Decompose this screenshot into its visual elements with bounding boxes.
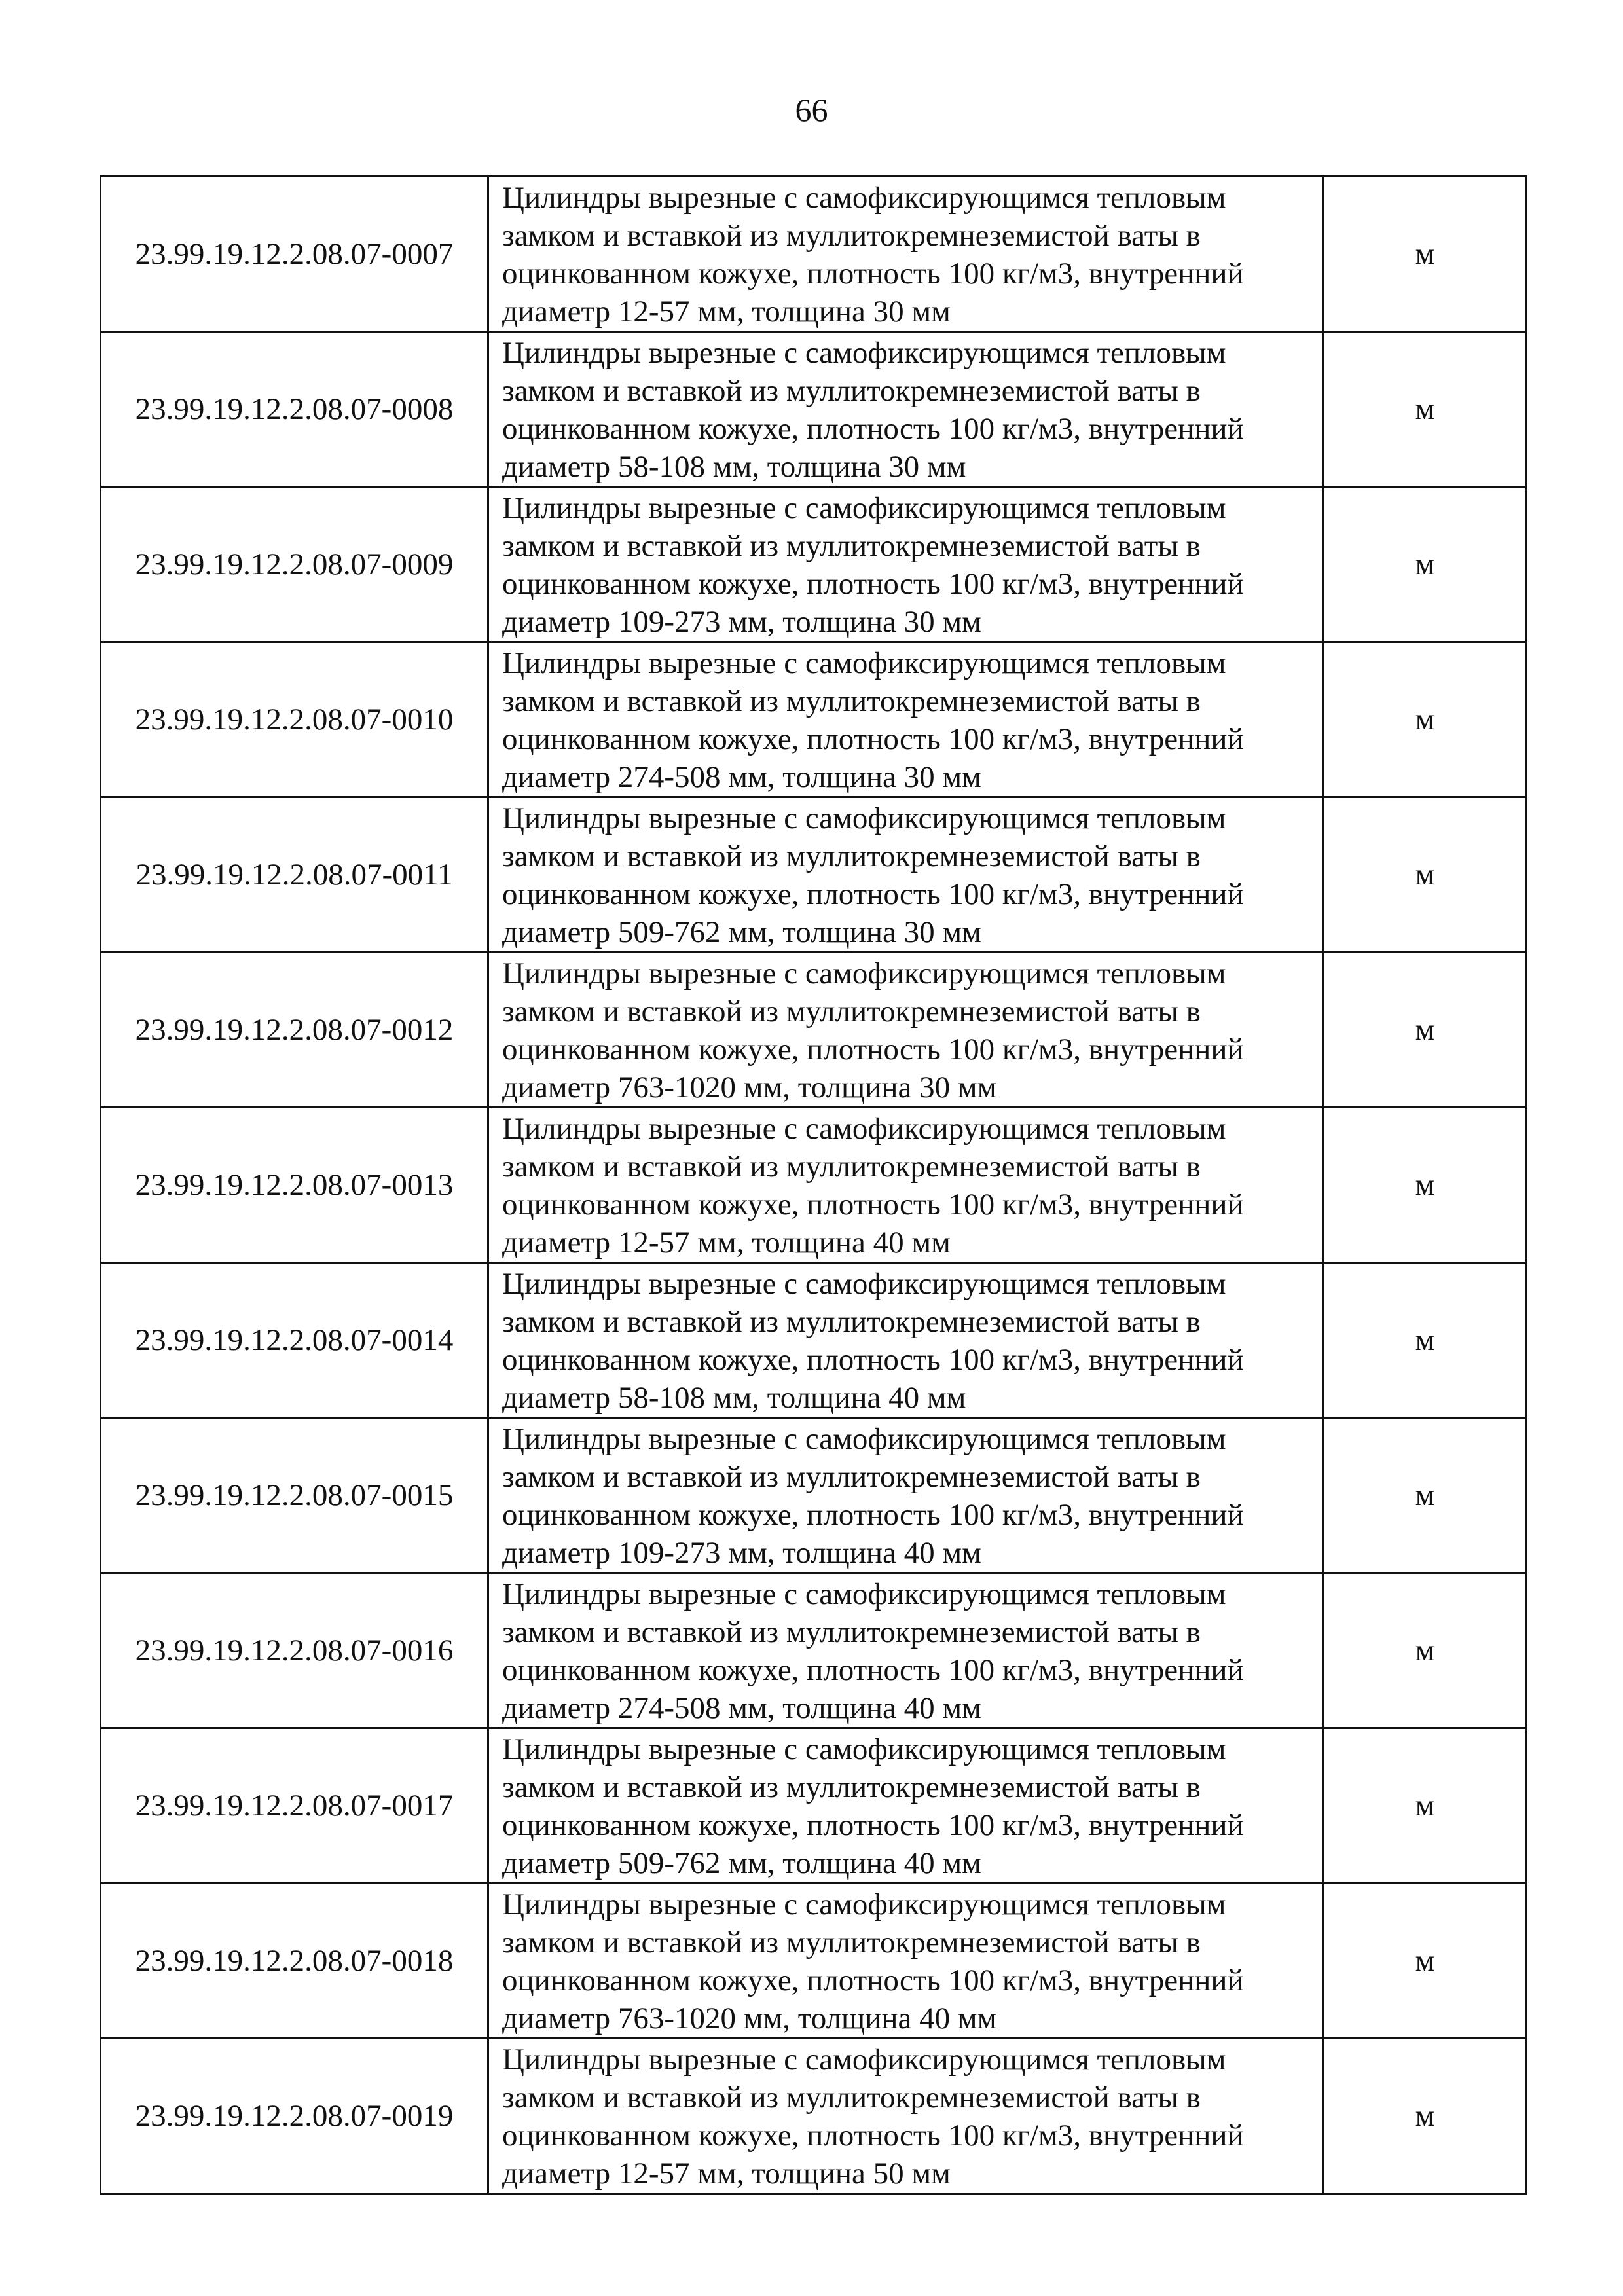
description-line: замком и вставкой из муллитокремнеземистой ваты в — [502, 994, 1201, 1029]
description-line: диаметр 12-57 мм, толщина 30 мм — [502, 295, 951, 329]
unit-cell: м — [1324, 332, 1527, 487]
table-row — [101, 642, 1527, 797]
unit-cell: м — [1324, 1884, 1527, 2039]
resource-code-cell: 23.99.19.12.2.08.07-0009 — [101, 487, 488, 642]
resource-description-cell — [488, 487, 1324, 642]
description-line: оцинкованном кожухе, плотность 100 кг/м3, внутренний — [502, 877, 1244, 911]
resource-description-cell — [488, 177, 1324, 332]
table-row — [101, 2039, 1527, 2194]
description-line: замком и вставкой из муллитокремнеземистой ваты в — [502, 1150, 1201, 1184]
description-line: оцинкованном кожухе, плотность 100 кг/м3, внутренний — [502, 1188, 1244, 1222]
description-line: Цилиндры вырезные с самофиксирующимся тепловым — [502, 1732, 1226, 1766]
description-line: Цилиндры вырезные с самофиксирующимся тепловым — [502, 1112, 1226, 1146]
description-line: оцинкованном кожухе, плотность 100 кг/м3, внутренний — [502, 1032, 1244, 1066]
description-line: оцинкованном кожухе, плотность 100 кг/м3, внутренний — [502, 1343, 1244, 1377]
catalog-table-body — [101, 177, 1527, 2194]
description-line: оцинкованном кожухе, плотность 100 кг/м3, внутренний — [502, 1498, 1244, 1532]
unit-cell: м — [1324, 1108, 1527, 1263]
description-line: Цилиндры вырезные с самофиксирующимся тепловым — [502, 1577, 1226, 1611]
description-line: Цилиндры вырезные с самофиксирующимся тепловым — [502, 491, 1226, 525]
resource-code-cell: 23.99.19.12.2.08.07-0008 — [101, 332, 488, 487]
unit-cell: м — [1324, 953, 1527, 1108]
description-line: оцинкованном кожухе, плотность 100 кг/м3, внутренний — [502, 257, 1244, 291]
unit-cell: м — [1324, 1263, 1527, 1418]
resource-code-cell: 23.99.19.12.2.08.07-0017 — [101, 1728, 488, 1884]
resource-description-cell — [488, 642, 1324, 797]
table-row — [101, 487, 1527, 642]
unit-cell: м — [1324, 487, 1527, 642]
resource-description-cell — [488, 1418, 1324, 1573]
table-row — [101, 177, 1527, 332]
description-line: диаметр 58-108 мм, толщина 30 мм — [502, 450, 966, 484]
unit-cell: м — [1324, 1573, 1527, 1728]
table-row — [101, 1573, 1527, 1728]
resource-code-cell: 23.99.19.12.2.08.07-0012 — [101, 953, 488, 1108]
table-row — [101, 1884, 1527, 2039]
unit-cell: м — [1324, 1728, 1527, 1884]
description-line: Цилиндры вырезные с самофиксирующимся тепловым — [502, 181, 1226, 215]
resource-description-cell — [488, 2039, 1324, 2194]
description-line: оцинкованном кожухе, плотность 100 кг/м3, внутренний — [502, 1963, 1244, 1997]
description-line: диаметр 109-273 мм, толщина 30 мм — [502, 605, 981, 639]
description-line: замком и вставкой из муллитокремнеземистой ваты в — [502, 1460, 1201, 1494]
table-row — [101, 953, 1527, 1108]
unit-cell: м — [1324, 797, 1527, 953]
description-line: диаметр 12-57 мм, толщина 50 мм — [502, 2157, 951, 2191]
description-line: оцинкованном кожухе, плотность 100 кг/м3, внутренний — [502, 1653, 1244, 1687]
table-row — [101, 1728, 1527, 1884]
description-line: замком и вставкой из муллитокремнеземистой ваты в — [502, 1770, 1201, 1804]
description-line: Цилиндры вырезные с самофиксирующимся тепловым — [502, 1887, 1226, 1922]
description-line: замком и вставкой из муллитокремнеземистой ваты в — [502, 2081, 1201, 2115]
description-line: диаметр 509-762 мм, толщина 40 мм — [502, 1846, 981, 1880]
table-row — [101, 1418, 1527, 1573]
description-line: диаметр 509-762 мм, толщина 30 мм — [502, 915, 981, 949]
resource-code-cell: 23.99.19.12.2.08.07-0014 — [101, 1263, 488, 1418]
resource-code-cell: 23.99.19.12.2.08.07-0011 — [101, 797, 488, 953]
resource-description-cell — [488, 332, 1324, 487]
catalog-table — [100, 175, 1527, 2195]
table-row — [101, 1263, 1527, 1418]
description-line: оцинкованном кожухе, плотность 100 кг/м3, внутренний — [502, 722, 1244, 756]
description-line: диаметр 763-1020 мм, толщина 40 мм — [502, 2001, 997, 2035]
description-line: диаметр 274-508 мм, толщина 30 мм — [502, 760, 981, 794]
resource-description-cell — [488, 1728, 1324, 1884]
description-line: замком и вставкой из муллитокремнеземистой ваты в — [502, 1615, 1201, 1649]
description-line: Цилиндры вырезные с самофиксирующимся тепловым — [502, 646, 1226, 680]
description-line: замком и вставкой из муллитокремнеземистой ваты в — [502, 684, 1201, 718]
description-line: Цилиндры вырезные с самофиксирующимся тепловым — [502, 1267, 1226, 1301]
resource-code-cell: 23.99.19.12.2.08.07-0007 — [101, 177, 488, 332]
description-line: оцинкованном кожухе, плотность 100 кг/м3, внутренний — [502, 567, 1244, 601]
description-line: диаметр 763-1020 мм, толщина 30 мм — [502, 1070, 997, 1104]
description-line: замком и вставкой из муллитокремнеземистой ваты в — [502, 1925, 1201, 1959]
description-line: диаметр 58-108 мм, толщина 40 мм — [502, 1381, 966, 1415]
resource-description-cell — [488, 1108, 1324, 1263]
table-row — [101, 332, 1527, 487]
description-line: диаметр 109-273 мм, толщина 40 мм — [502, 1536, 981, 1570]
resource-description-cell — [488, 953, 1324, 1108]
resource-code-cell: 23.99.19.12.2.08.07-0015 — [101, 1418, 488, 1573]
description-line: замком и вставкой из муллитокремнеземистой ваты в — [502, 374, 1201, 408]
description-line: Цилиндры вырезные с самофиксирующимся тепловым — [502, 801, 1226, 835]
resource-code-cell: 23.99.19.12.2.08.07-0019 — [101, 2039, 488, 2194]
description-line: Цилиндры вырезные с самофиксирующимся тепловым — [502, 1422, 1226, 1456]
resource-code-cell: 23.99.19.12.2.08.07-0018 — [101, 1884, 488, 2039]
resource-code-cell: 23.99.19.12.2.08.07-0013 — [101, 1108, 488, 1263]
description-line: диаметр 12-57 мм, толщина 40 мм — [502, 1226, 951, 1260]
unit-cell: м — [1324, 642, 1527, 797]
resource-code-cell: 23.99.19.12.2.08.07-0016 — [101, 1573, 488, 1728]
table-row — [101, 1108, 1527, 1263]
description-line: Цилиндры вырезные с самофиксирующимся тепловым — [502, 957, 1226, 991]
unit-cell: м — [1324, 1418, 1527, 1573]
page-number: 66 — [795, 92, 828, 128]
description-line: замком и вставкой из муллитокремнеземистой ваты в — [502, 839, 1201, 873]
description-line: оцинкованном кожухе, плотность 100 кг/м3, внутренний — [502, 1808, 1244, 1842]
table-row — [101, 797, 1527, 953]
description-line: замком и вставкой из муллитокремнеземистой ваты в — [502, 529, 1201, 563]
description-line: оцинкованном кожухе, плотность 100 кг/м3, внутренний — [502, 2119, 1244, 2153]
description-line: замком и вставкой из муллитокремнеземистой ваты в — [502, 219, 1201, 253]
unit-cell: м — [1324, 2039, 1527, 2194]
resource-description-cell — [488, 797, 1324, 953]
description-line: Цилиндры вырезные с самофиксирующимся тепловым — [502, 336, 1226, 370]
resource-description-cell — [488, 1263, 1324, 1418]
resource-description-cell — [488, 1573, 1324, 1728]
resource-description-cell — [488, 1884, 1324, 2039]
description-line: диаметр 274-508 мм, толщина 40 мм — [502, 1691, 981, 1725]
description-line: Цилиндры вырезные с самофиксирующимся тепловым — [502, 2043, 1226, 2077]
unit-cell: м — [1324, 177, 1527, 332]
description-line: оцинкованном кожухе, плотность 100 кг/м3, внутренний — [502, 412, 1244, 446]
description-line: замком и вставкой из муллитокремнеземистой ваты в — [502, 1305, 1201, 1339]
resource-code-cell: 23.99.19.12.2.08.07-0010 — [101, 642, 488, 797]
